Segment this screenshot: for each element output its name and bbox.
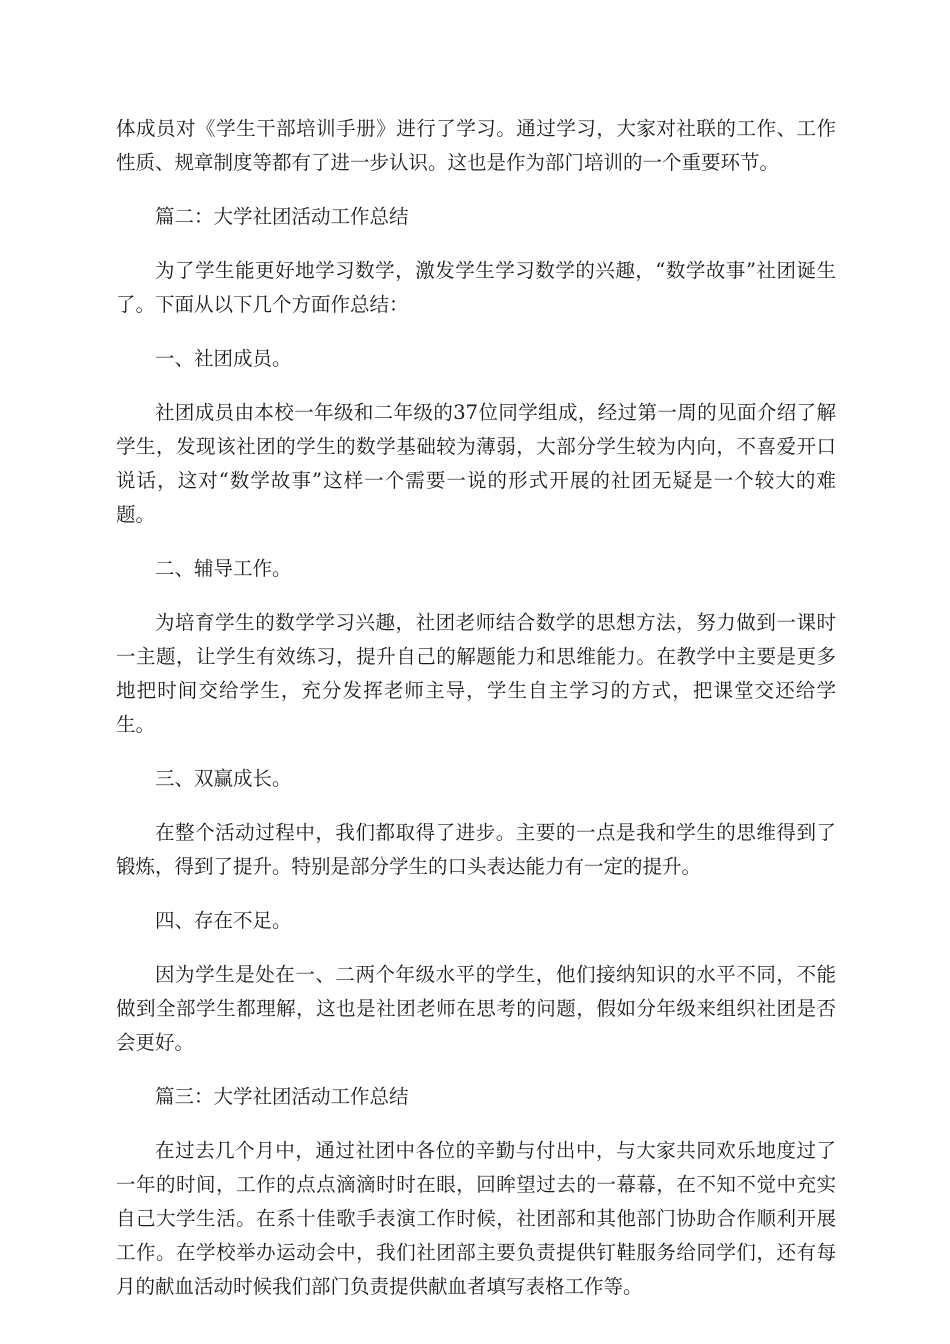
paragraph: 因为学生是处在一、二两个年级水平的学生，他们接纳知识的水平不同，不能做到全部学生都理解，这也是社团老师在思考的问题，假如分年级来组织社团是否会更好。 xyxy=(116,963,836,1054)
paragraph-gap xyxy=(116,1114,836,1134)
paragraph-gap xyxy=(116,234,836,254)
paragraph-gap xyxy=(116,742,836,762)
paragraph: 在整个活动过程中，我们都取得了进步。主要的一点是我和学生的思维得到了锻炼，得到了提升。特别是部分学生的口头表达能力有一定的提升。 xyxy=(116,821,836,878)
paragraph-gap xyxy=(116,938,836,958)
paragraph-gap xyxy=(116,376,836,396)
section-heading: 篇二：大学社团活动工作总结 xyxy=(155,205,409,228)
paragraph: 为培育学生的数学学习兴趣，社团老师结合数学的思想方法，努力做到一课时一主题，让学生有效练习，提升自己的解题能力和思维能力。在教学中主要是更多地把时间交给学生，充分发挥老师主导，学生自主学习的方式，把课堂交还给学生。 xyxy=(116,611,836,736)
subsection-heading: 一、社团成员。 xyxy=(155,347,292,370)
subsection-heading: 三、双赢成长。 xyxy=(155,767,292,790)
paragraph: 在过去几个月中，通过社团中各位的辛勤与付出中，与大家共同欢乐地度过了一年的时间，工作的点点滴滴时时在眼，回眸望过去的一幕幕，在不知不觉中充实自己大学生活。在系十佳歌手表演工作时候，社团部和其他部门协助合作顺利开展工作。在学校举办运动会中，我们社团部主要负责提供钉鞋服务给同学们，还有每月的献血活动时候我们部门负责提供献血者填写表格工作等。 xyxy=(116,1139,836,1298)
paragraph-gap xyxy=(116,180,836,200)
paragraph: 为了学生能更好地学习数学，激发学生学习数学的兴趣，“数学故事”社团诞生了。下面从以下几个方面作总结： xyxy=(116,259,836,316)
subsection-heading: 四、存在不足。 xyxy=(155,909,292,932)
section-heading: 篇三：大学社团活动工作总结 xyxy=(155,1085,409,1108)
paragraph-gap xyxy=(116,586,836,606)
paragraph-gap xyxy=(116,1060,836,1080)
paragraph: 体成员对《学生干部培训手册》进行了学习。通过学习，大家对社联的工作、工作性质、规章制度等都有了进一步认识。这也是作为部门培训的一个重要环节。 xyxy=(116,117,836,174)
paragraph-gap xyxy=(116,884,836,904)
subsection-heading: 二、辅导工作。 xyxy=(155,557,292,580)
paragraph-gap xyxy=(116,796,836,816)
paragraph: 社团成员由本校一年级和二年级的37位同学组成，经过第一周的见面介绍了解学生，发现该社团的学生的数学基础较为薄弱，大部分学生较为内向，不喜爱开口说话，这对“数学故事”这样一个需要一说的形式开展的社团无疑是一个较大的难题。 xyxy=(116,401,836,526)
document-body xyxy=(116,112,836,1304)
paragraph-gap xyxy=(116,532,836,552)
paragraph-gap xyxy=(116,322,836,342)
